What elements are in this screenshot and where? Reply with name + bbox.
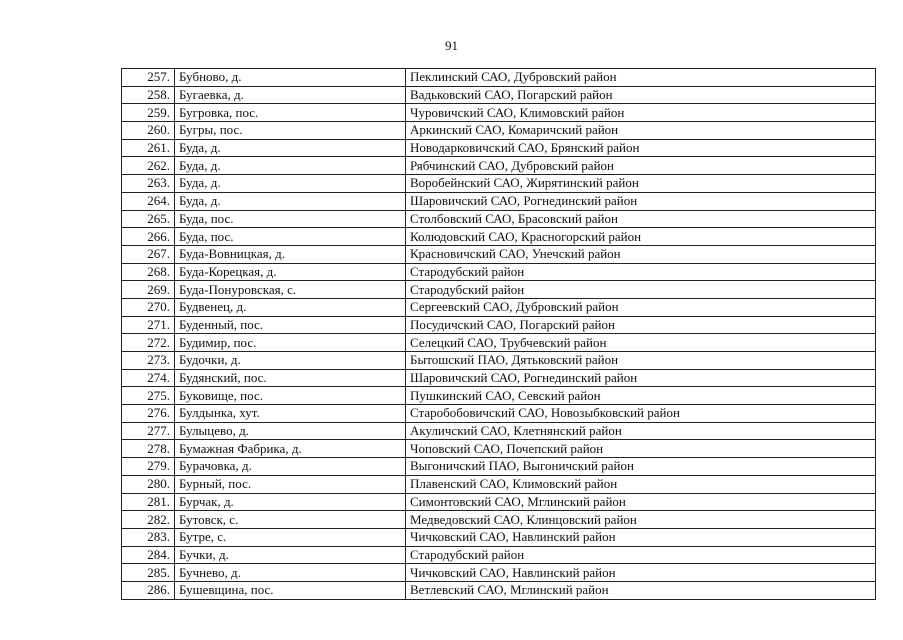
district-name: Шаровичский САО, Рогнединский район bbox=[406, 369, 876, 387]
district-name: Пеклинский САО, Дубровский район bbox=[406, 69, 876, 87]
settlement-name: Булдынка, хут. bbox=[175, 405, 406, 423]
row-number: 259. bbox=[122, 104, 175, 122]
table-row bbox=[122, 405, 876, 423]
district-name: Стародубский район bbox=[406, 263, 876, 281]
district-name: Чичковский САО, Навлинский район bbox=[406, 564, 876, 582]
row-number: 281. bbox=[122, 493, 175, 511]
settlement-name: Буковище, пос. bbox=[175, 387, 406, 405]
district-name: Шаровичский САО, Рогнединский район bbox=[406, 192, 876, 210]
table-row bbox=[122, 69, 876, 87]
district-name: Чичковский САО, Навлинский район bbox=[406, 528, 876, 546]
row-number: 266. bbox=[122, 228, 175, 246]
district-name: Выгоничский ПАО, Выгоничский район bbox=[406, 458, 876, 476]
row-number: 264. bbox=[122, 192, 175, 210]
row-number: 284. bbox=[122, 546, 175, 564]
settlement-name: Будочки, д. bbox=[175, 352, 406, 370]
table-row bbox=[122, 139, 876, 157]
settlement-name: Бучки, д. bbox=[175, 546, 406, 564]
row-number: 257. bbox=[122, 69, 175, 87]
settlements-table bbox=[121, 68, 876, 600]
district-name: Столбовский САО, Брасовский район bbox=[406, 210, 876, 228]
district-name: Бытошский ПАО, Дятьковский район bbox=[406, 352, 876, 370]
table-row bbox=[122, 475, 876, 493]
row-number: 282. bbox=[122, 511, 175, 529]
settlement-name: Буда, пос. bbox=[175, 210, 406, 228]
settlement-name: Буденный, пос. bbox=[175, 316, 406, 334]
table-row bbox=[122, 440, 876, 458]
row-number: 277. bbox=[122, 422, 175, 440]
settlement-name: Буда-Понуровская, с. bbox=[175, 281, 406, 299]
settlement-name: Бубново, д. bbox=[175, 69, 406, 87]
settlement-name: Бугаевка, д. bbox=[175, 86, 406, 104]
district-name: Медведовский САО, Клинцовский район bbox=[406, 511, 876, 529]
district-name: Пушкинский САО, Севский район bbox=[406, 387, 876, 405]
table-row bbox=[122, 263, 876, 281]
table-row bbox=[122, 528, 876, 546]
table-row bbox=[122, 581, 876, 599]
settlement-name: Будимир, пос. bbox=[175, 334, 406, 352]
row-number: 271. bbox=[122, 316, 175, 334]
row-number: 273. bbox=[122, 352, 175, 370]
district-name: Вадьковский САО, Погарский район bbox=[406, 86, 876, 104]
settlement-name: Бугры, пос. bbox=[175, 122, 406, 140]
table-row bbox=[122, 352, 876, 370]
district-name: Посудичский САО, Погарский район bbox=[406, 316, 876, 334]
row-number: 269. bbox=[122, 281, 175, 299]
district-name: Новодарковичский САО, Брянский район bbox=[406, 139, 876, 157]
table-row bbox=[122, 422, 876, 440]
settlement-name: Буда, д. bbox=[175, 139, 406, 157]
district-name: Воробейнский САО, Жирятинский район bbox=[406, 175, 876, 193]
settlement-name: Булыцево, д. bbox=[175, 422, 406, 440]
table-row bbox=[122, 210, 876, 228]
district-name: Ветлевский САО, Мглинский район bbox=[406, 581, 876, 599]
settlement-name: Буда, д. bbox=[175, 175, 406, 193]
row-number: 272. bbox=[122, 334, 175, 352]
district-name: Стародубский район bbox=[406, 281, 876, 299]
table-row bbox=[122, 157, 876, 175]
table-row bbox=[122, 245, 876, 263]
row-number: 280. bbox=[122, 475, 175, 493]
table-row bbox=[122, 369, 876, 387]
settlement-name: Будянский, пос. bbox=[175, 369, 406, 387]
district-name: Аркинский САО, Комаричский район bbox=[406, 122, 876, 140]
settlement-name: Бумажная Фабрика, д. bbox=[175, 440, 406, 458]
settlement-name: Буда, д. bbox=[175, 192, 406, 210]
table-row bbox=[122, 493, 876, 511]
page-number: 91 bbox=[445, 38, 458, 53]
district-name: Плавенский САО, Климовский район bbox=[406, 475, 876, 493]
table-row bbox=[122, 511, 876, 529]
settlement-name: Буда-Вовницкая, д. bbox=[175, 245, 406, 263]
settlement-name: Бучнево, д. bbox=[175, 564, 406, 582]
settlement-name: Бутовск, с. bbox=[175, 511, 406, 529]
row-number: 275. bbox=[122, 387, 175, 405]
table-row bbox=[122, 458, 876, 476]
table-row bbox=[122, 86, 876, 104]
settlement-name: Буда, пос. bbox=[175, 228, 406, 246]
district-name: Чоповский САО, Почепский район bbox=[406, 440, 876, 458]
row-number: 260. bbox=[122, 122, 175, 140]
row-number: 286. bbox=[122, 581, 175, 599]
table-row bbox=[122, 104, 876, 122]
settlement-name: Буда-Корецкая, д. bbox=[175, 263, 406, 281]
table-row bbox=[122, 316, 876, 334]
district-name: Колюдовский САО, Красногорский район bbox=[406, 228, 876, 246]
district-name: Стародубский район bbox=[406, 546, 876, 564]
row-number: 276. bbox=[122, 405, 175, 423]
row-number: 268. bbox=[122, 263, 175, 281]
table-body bbox=[122, 69, 876, 600]
row-number: 263. bbox=[122, 175, 175, 193]
settlement-name: Бурчак, д. bbox=[175, 493, 406, 511]
table-row bbox=[122, 228, 876, 246]
row-number: 261. bbox=[122, 139, 175, 157]
table-row bbox=[122, 175, 876, 193]
row-number: 267. bbox=[122, 245, 175, 263]
district-name: Акуличский САО, Клетнянский район bbox=[406, 422, 876, 440]
settlement-name: Бурный, пос. bbox=[175, 475, 406, 493]
district-name: Старобобовичский САО, Новозыбковский район bbox=[406, 405, 876, 423]
table-row bbox=[122, 334, 876, 352]
settlement-name: Бутре, с. bbox=[175, 528, 406, 546]
settlement-name: Будвенец, д. bbox=[175, 298, 406, 316]
district-name: Красновичский САО, Унечский район bbox=[406, 245, 876, 263]
district-name: Рябчинский САО, Дубровский район bbox=[406, 157, 876, 175]
row-number: 262. bbox=[122, 157, 175, 175]
row-number: 258. bbox=[122, 86, 175, 104]
table-row bbox=[122, 192, 876, 210]
table-row bbox=[122, 564, 876, 582]
row-number: 285. bbox=[122, 564, 175, 582]
district-name: Селецкий САО, Трубчевский район bbox=[406, 334, 876, 352]
settlement-name: Бушевщина, пос. bbox=[175, 581, 406, 599]
district-name: Симонтовский САО, Мглинский район bbox=[406, 493, 876, 511]
row-number: 265. bbox=[122, 210, 175, 228]
table-row bbox=[122, 298, 876, 316]
settlement-name: Бугровка, пос. bbox=[175, 104, 406, 122]
table-row bbox=[122, 387, 876, 405]
row-number: 283. bbox=[122, 528, 175, 546]
district-name: Сергеевский САО, Дубровский район bbox=[406, 298, 876, 316]
settlement-name: Бурачовка, д. bbox=[175, 458, 406, 476]
table-row bbox=[122, 281, 876, 299]
row-number: 279. bbox=[122, 458, 175, 476]
table-row bbox=[122, 122, 876, 140]
row-number: 278. bbox=[122, 440, 175, 458]
settlement-name: Буда, д. bbox=[175, 157, 406, 175]
row-number: 274. bbox=[122, 369, 175, 387]
district-name: Чуровичский САО, Климовский район bbox=[406, 104, 876, 122]
table-row bbox=[122, 546, 876, 564]
row-number: 270. bbox=[122, 298, 175, 316]
